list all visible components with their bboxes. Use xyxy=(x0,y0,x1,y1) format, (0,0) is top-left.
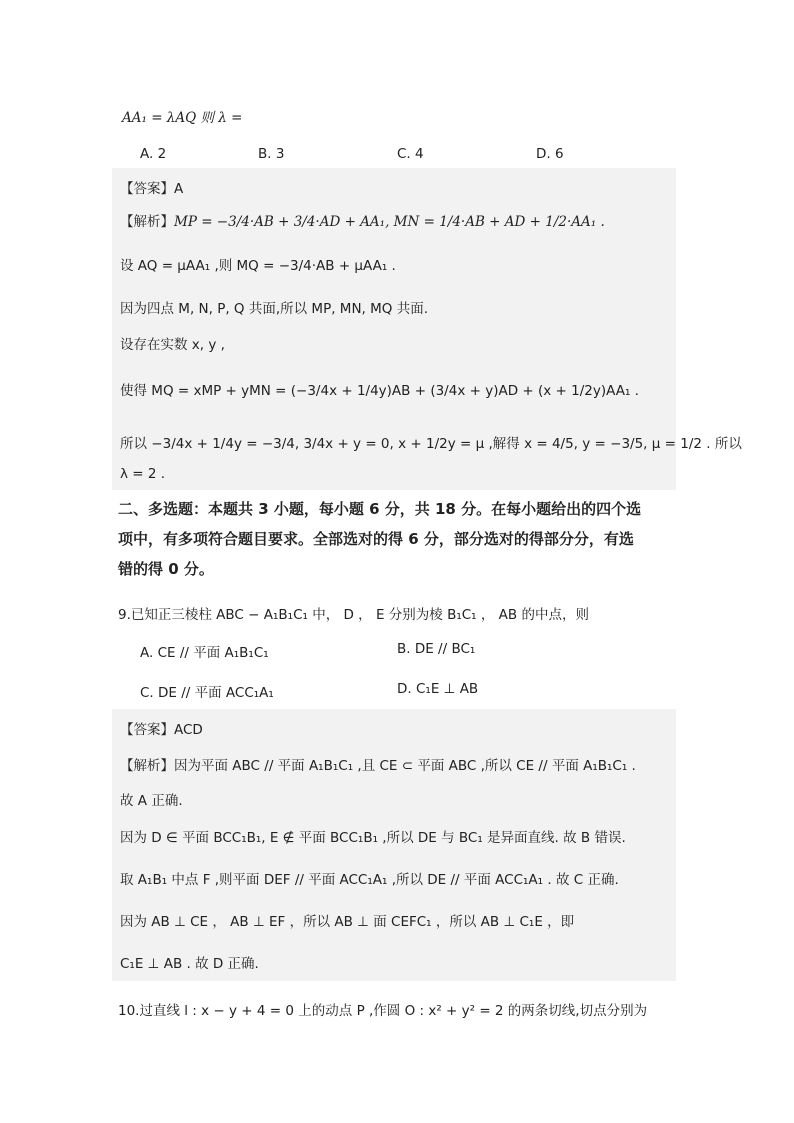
q8-analysis-line5: 使得 MQ = xMP + yMN = (−3/4x + 1/4y)AB + (3/4x + y)AD + (x + 1/2y)AA₁ . xyxy=(120,383,639,399)
q8-stem-text: AA₁ = λAQ 则 λ = xyxy=(122,110,243,126)
q8-answer: 【答案】A xyxy=(120,181,184,197)
q8-option-a: A. 2 xyxy=(140,146,167,162)
q8-analysis-line4: 设存在实数 x, y , xyxy=(120,337,225,353)
section2-heading xyxy=(118,494,680,584)
q8-analysis-line3: 因为四点 M, N, P, Q 共面,所以 MP, MN, MQ 共面. xyxy=(120,301,428,317)
q8-analysis-line2: 设 AQ = μAA₁ ,则 MQ = −3/4·AB + μAA₁ . xyxy=(120,258,396,274)
q9-option-b: B. DE // BC₁ xyxy=(397,641,476,657)
q8-option-b: B. 3 xyxy=(258,146,285,162)
q9-option-a: A. CE // 平面 A₁B₁C₁ xyxy=(140,645,269,661)
q9-analysis-line1: 【解析】因为平面 ABC // 平面 A₁B₁C₁ ,且 CE ⊂ 平面 ABC ,所以 CE // 平面 A₁B₁C₁ . xyxy=(120,758,636,774)
q9-analysis-line2: 故 A 正确. xyxy=(120,793,183,809)
q8-analysis-line1-text: MP = −3/4·AB + 3/4·AD + AA₁, MN = 1/4·AB + AD + 1/2·AA₁ . xyxy=(174,214,605,230)
q9-option-c: C. DE // 平面 ACC₁A₁ xyxy=(140,685,274,701)
q9-analysis-line3: 因为 D ∈ 平面 BCC₁B₁, E ∉ 平面 BCC₁B₁ ,所以 DE 与 BC₁ 是异面直线. 故 B 错误. xyxy=(120,830,626,846)
section2-heading-line2: 项中，有多项符合题目要求。全部选对的得 6 分，部分选对的得部分分，有选 xyxy=(118,530,634,548)
q9-analysis-line4: 取 A₁B₁ 中点 F ,则平面 DEF // 平面 ACC₁A₁ ,所以 DE // 平面 ACC₁A₁ . 故 C 正确. xyxy=(120,872,619,888)
q8-analysis-line1 xyxy=(120,210,605,230)
q8-stem xyxy=(122,106,242,126)
q8-analysis-line6: 所以 −3/4x + 1/4y = −3/4, 3/4x + y = 0, x + 1/2y = μ ,解得 x = 4/5, y = −3/5, μ = 1/2 . 所以 xyxy=(120,436,742,452)
section2-heading-line1: 二、多选题：本题共 3 小题，每小题 6 分，共 18 分。在每小题给出的四个选 xyxy=(118,500,642,518)
q9-option-d: D. C₁E ⊥ AB xyxy=(397,681,479,697)
q9-analysis-line6: C₁E ⊥ AB . 故 D 正确. xyxy=(120,956,259,972)
q9-answer: 【答案】ACD xyxy=(120,722,203,738)
q8-option-c: C. 4 xyxy=(397,146,424,162)
q10-stem: 10.过直线 l : x − y + 4 = 0 上的动点 P ,作圆 O : x² + y² = 2 的两条切线,切点分别为 xyxy=(118,1003,648,1019)
section2-heading-line3: 错的得 0 分。 xyxy=(118,560,214,578)
q8-analysis-line7: λ = 2 . xyxy=(120,466,166,482)
q8-option-d: D. 6 xyxy=(536,146,564,162)
q9-analysis-line5: 因为 AB ⊥ CE ， AB ⊥ EF ，所以 AB ⊥ 面 CEFC₁ ，所以 AB ⊥ C₁E ，即 xyxy=(120,914,575,930)
analysis-label: 【解析】 xyxy=(120,214,174,230)
q9-stem: 9.已知正三棱柱 ABC − A₁B₁C₁ 中， D ， E 分别为棱 B₁C₁ ， AB 的中点，则 xyxy=(118,607,589,623)
